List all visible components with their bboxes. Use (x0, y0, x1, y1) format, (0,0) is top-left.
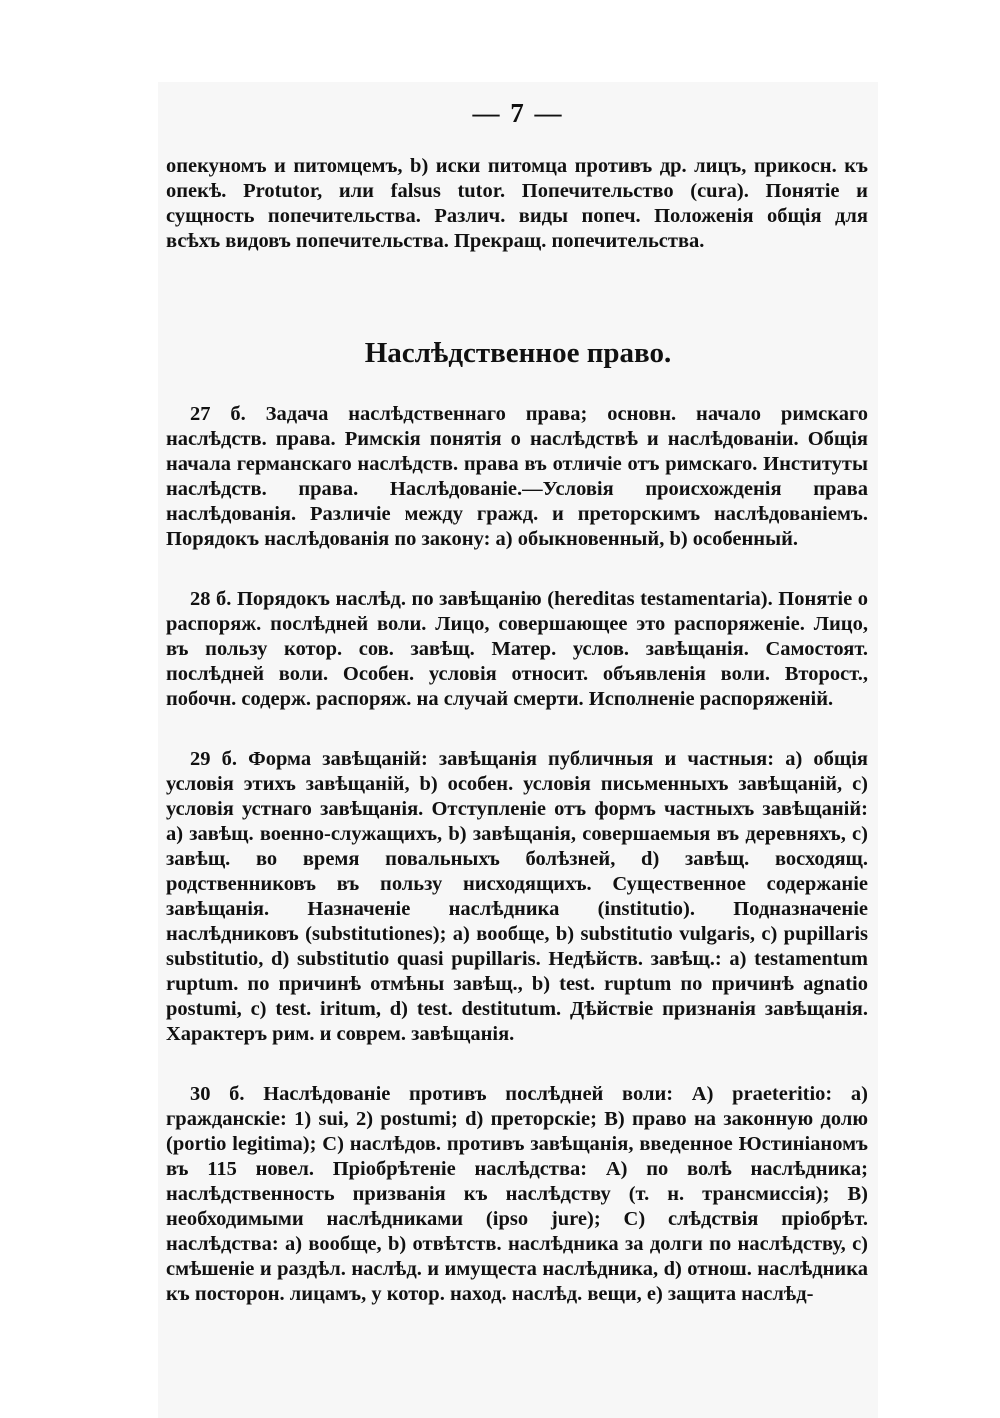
paragraph-27: 27 б. Задача наслѣдственнаго права; основн. начало римскаго наслѣдств. права. Римскія понятія о наслѣдствѣ и наслѣдованіи. Общія начала германскаго наслѣдств. права въ отличіе отъ римскаго. Институты наслѣдств. права. Наслѣдованіе.—Условія происхожденія права наслѣдованія. Различіе между гражд. и преторскимъ наслѣдованіемъ. Порядокъ наслѣдованія по закону: а) обыкновенный, b) особенный. (166, 403, 868, 550)
intro-paragraph: опекуномъ и питомцемъ, b) иски питомца противъ др. лицъ, прикосн. къ опекѣ. Protutor, или falsus tutor. Попечительство (cura). Понятіе и сущность попечительства. Различ. виды попеч. Положенія общія для всѣхъ видовъ попечительства. Прекращ. попечительства. (166, 155, 868, 252)
section-title: Наслѣдственное право. (364, 337, 672, 369)
paragraph-30: 30 б. Наслѣдованіе противъ послѣдней воли: А) praeteritio: а) гражданскіе: 1) sui, 2) postumi; d) преторскіе; В) право на законную долю (portio legitima); С) наслѣдов. противъ завѣщанія, введенное Юстиніаномъ въ 115 новел. Пріобрѣтеніе наслѣдства: А) по волѣ наслѣдника; наслѣдственность призванія къ наслѣдству (т. н. трансмиссія); В) необходимыми наслѣдниками (ipso jure); С) слѣдствія пріобрѣт. наслѣдства: а) вообще, b) отвѣтств. наслѣдника за долги по наслѣдству, с) смѣшеніе и раздѣл. наслѣд. и имущеста наслѣдника, d) отнош. наслѣдника къ посторон. лицамъ, у котор. наход. наслѣд. вещи, е) защита наслѣд- (166, 1083, 868, 1305)
paragraph-29: 29 б. Форма завѣщаній: завѣщанія публичныя и частныя: а) общія условія этихъ завѣщаній, b) особен. условія письменныхъ завѣщаній, с) условія устнаго завѣщанія. Отступленіе отъ формъ частныхъ завѣщаній: а) завѣщ. военно-служащихъ, b) завѣщанія, совершаемыя въ деревняхъ, с) завѣщ. во время повальныхъ болѣзней, d) завѣщ. восходящ. родственниковъ въ пользу нисходящихъ. Существенное содержаніе завѣщанія. Назначеніе наслѣдника (institutio). Подназначеніе наслѣдниковъ (substitutiones); а) вообще, b) substitutio vulgaris, c) pupillaris substitutio, d) substitutio quasi pupillaris. Недѣйств. завѣщ.: а) testamentum ruptum. по причинѣ отмѣны завѣщ., b) test. ruptum по причинѣ agnatio postumi, c) test. iritum, d) test. destitutum. Дѣйствіе признанія завѣщанія. Характеръ рим. и соврем. завѣщанія. (166, 748, 868, 1045)
paragraph-28: 28 б. Порядокъ наслѣд. по завѣщанію (hereditas testamentaria). Понятіе о распоряж. послѣдней воли. Лицо, совершающее это распоряженіе. Лицо, въ пользу котор. сов. завѣщ. Матер. услов. завѣщанія. Самостоят. послѣдней воли. Особен. условія относит. объявленія воли. Второст., побочн. содерж. распоряж. на случай смерти. Исполненіе распоряженій. (166, 588, 868, 710)
page-number: — 7 — (472, 98, 564, 128)
book-page (158, 82, 878, 1418)
